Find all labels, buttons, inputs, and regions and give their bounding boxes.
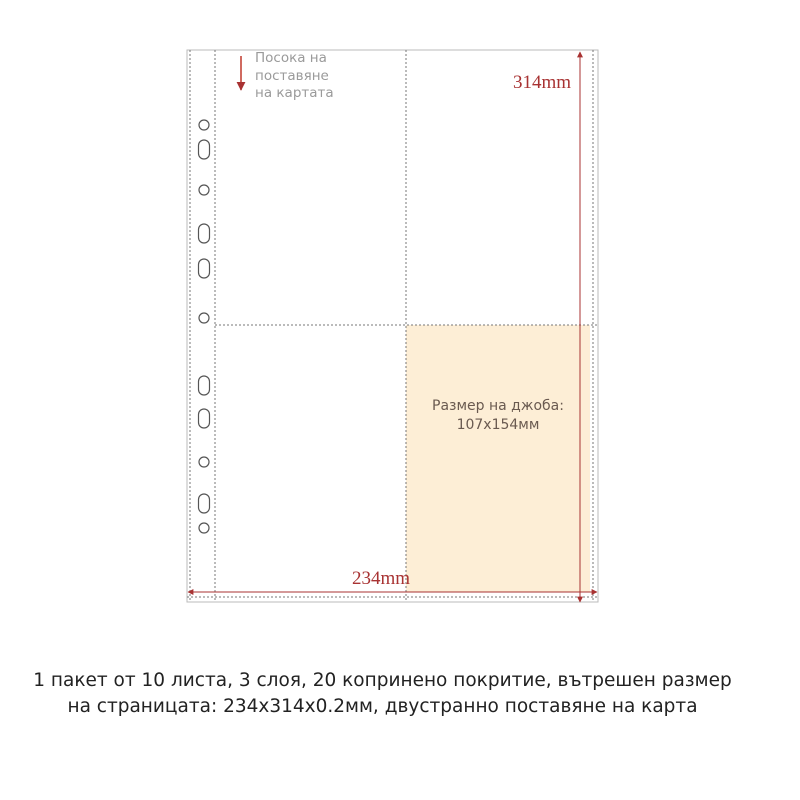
punch-holes <box>199 120 210 533</box>
caption-line: 1 пакет от 10 листа, 3 слоя, 20 копринено покритие, вътрешен размер <box>33 670 732 691</box>
pocket-highlight <box>406 325 590 592</box>
product-caption <box>0 668 765 720</box>
height-label: 314mm <box>513 72 572 93</box>
pocket-size-title: Размер на джоба: <box>432 398 564 414</box>
insert-direction-line: поставяне <box>255 67 329 84</box>
insert-direction-line: Посока на <box>255 50 327 66</box>
caption-line: на страницата: 234x314x0.2мм, двустранно поставяне на карта <box>67 696 698 717</box>
pocket-size-label <box>406 397 590 435</box>
insert-direction-label <box>255 50 334 103</box>
insert-direction-line: на картата <box>255 85 334 101</box>
width-label: 234mm <box>352 568 411 589</box>
pocket-size-value: 107x154мм <box>456 417 540 433</box>
